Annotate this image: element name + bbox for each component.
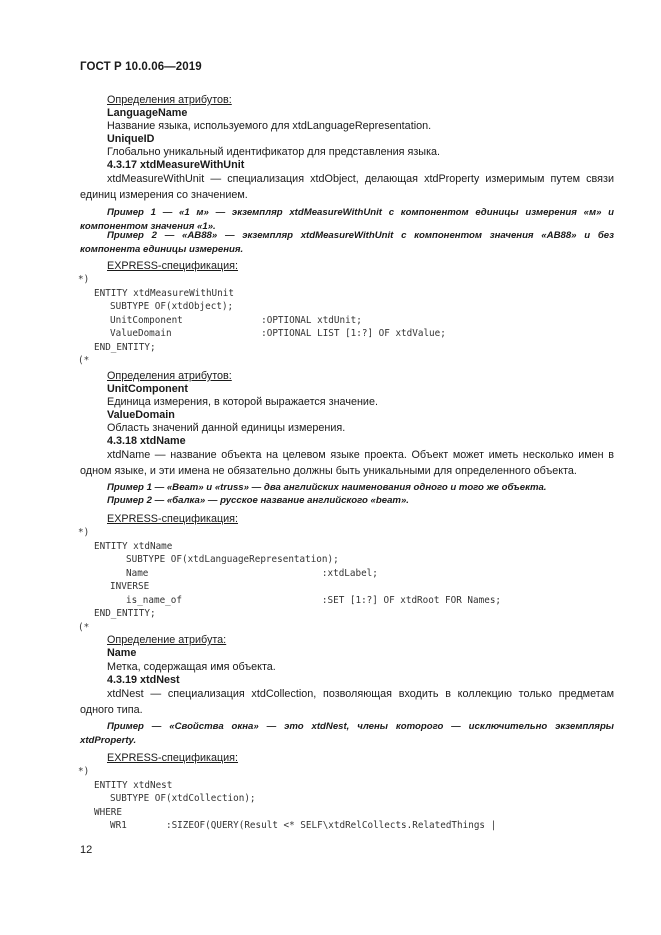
attr-definitions-title: Определения атрибутов: bbox=[107, 94, 232, 106]
code-line: (* bbox=[78, 621, 90, 633]
attr-desc-unitcomponent: Единица измерения, в которой выражается значение. bbox=[107, 396, 378, 408]
attr-desc-name: Метка, содержащая имя объекта. bbox=[107, 661, 276, 673]
code-line: *) bbox=[78, 527, 90, 538]
example-2-measure: Пример 2 — «AB88» — экземпляр xtdMeasureWithUnit с компонентом значения «AB88» и без компонента единицы измерения. bbox=[80, 230, 614, 255]
attr-desc-uniqueid: Глобально уникальный идентификатор для представления языка. bbox=[107, 146, 441, 158]
paragraph-xtdmeasurewithunit: xtdMeasureWithUnit — специализация xtdObject, делающая xtdProperty измеримым путем связи единиц измерения со значением. bbox=[80, 173, 614, 201]
attr-name-unitcomponent: UnitComponent bbox=[107, 383, 188, 395]
express-code-block bbox=[78, 766, 496, 834]
code-line: SUBTYPE OF(xtdObject); bbox=[110, 301, 234, 312]
code-line: END_ENTITY; bbox=[94, 341, 156, 353]
example-nest: Пример — «Свойства окна» — это xtdNest, члены которого — исключительно экземпляры xtdProperty. bbox=[80, 721, 614, 746]
attr-definitions-title: Определения атрибутов: bbox=[107, 370, 232, 382]
attr-name-languagename: LanguageName bbox=[107, 107, 188, 119]
express-code-block bbox=[78, 527, 501, 635]
code-line: Name :xtdLabel; bbox=[126, 567, 378, 579]
code-line: *) bbox=[78, 766, 90, 777]
express-spec-title: EXPRESS-спецификация: bbox=[107, 513, 239, 525]
attr-name-valuedomain: ValueDomain bbox=[107, 409, 175, 421]
attr-desc-languagename: Название языка, используемого для xtdLanguageRepresentation. bbox=[107, 120, 432, 132]
paragraph-xtdname: xtdName — название объекта на целевом языке проекта. Объект может иметь несколько имен в одном языке, и эти имена не обязательно должны быть уникальными для определенного объекта. bbox=[80, 449, 614, 477]
attr-name-name: Name bbox=[107, 647, 137, 659]
code-line: ENTITY xtdNest bbox=[94, 779, 173, 791]
code-line: ENTITY xtdMeasureWithUnit bbox=[94, 287, 234, 299]
section-heading-4-3-19: 4.3.19 xtdNest bbox=[107, 674, 180, 686]
example-1-measure: Пример 1 — «1 м» — экземпляр xtdMeasureWithUnit с компонентом единицы измерения «м» и компонентом значения «1». bbox=[80, 207, 614, 232]
code-line: WHERE bbox=[94, 806, 122, 818]
code-line: SUBTYPE OF(xtdCollection); bbox=[110, 793, 256, 804]
document-header: ГОСТ Р 10.0.06—2019 bbox=[80, 61, 202, 73]
attr-desc-valuedomain: Область значений данной единицы измерения. bbox=[107, 422, 346, 434]
express-code-block bbox=[78, 274, 446, 369]
section-heading-4-3-18: 4.3.18 xtdName bbox=[107, 435, 186, 447]
example-2-name: Пример 2 — «балка» — русское название английского «beam». bbox=[107, 495, 409, 506]
express-spec-title: EXPRESS-спецификация: bbox=[107, 752, 239, 764]
code-line: ENTITY xtdName bbox=[94, 540, 173, 552]
page-number: 12 bbox=[80, 844, 93, 856]
paragraph-xtdnest: xtdNest — специализация xtdCollection, позволяющая входить в коллекцию только предметам одного типа. bbox=[80, 688, 614, 716]
attr-name-uniqueid: UniqueID bbox=[107, 133, 155, 145]
code-line: INVERSE bbox=[110, 581, 150, 592]
code-line: *) bbox=[78, 274, 90, 285]
code-line: SUBTYPE OF(xtdLanguageRepresentation); bbox=[126, 554, 339, 565]
section-heading-4-3-17: 4.3.17 xtdMeasureWithUnit bbox=[107, 159, 245, 171]
code-line: UnitComponent :OPTIONAL xtdUnit; bbox=[110, 314, 362, 326]
example-1-name: Пример 1 — «Beam» и «truss» — два английских наименования одного и того же объекта. bbox=[107, 482, 547, 493]
code-line: is_name_of :SET [1:?] OF xtdRoot FOR Names; bbox=[126, 594, 502, 606]
code-line: (* bbox=[78, 355, 90, 366]
code-line: END_ENTITY; bbox=[94, 608, 156, 619]
express-spec-title: EXPRESS-спецификация: bbox=[107, 260, 239, 272]
attr-definition-title: Определение атрибута: bbox=[107, 634, 227, 646]
code-line: ValueDomain :OPTIONAL LIST [1:?] OF xtdValue; bbox=[110, 328, 446, 339]
code-line: WR1 :SIZEOF(QUERY(Result <* SELF\xtdRelCollects.RelatedThings | bbox=[110, 820, 497, 831]
